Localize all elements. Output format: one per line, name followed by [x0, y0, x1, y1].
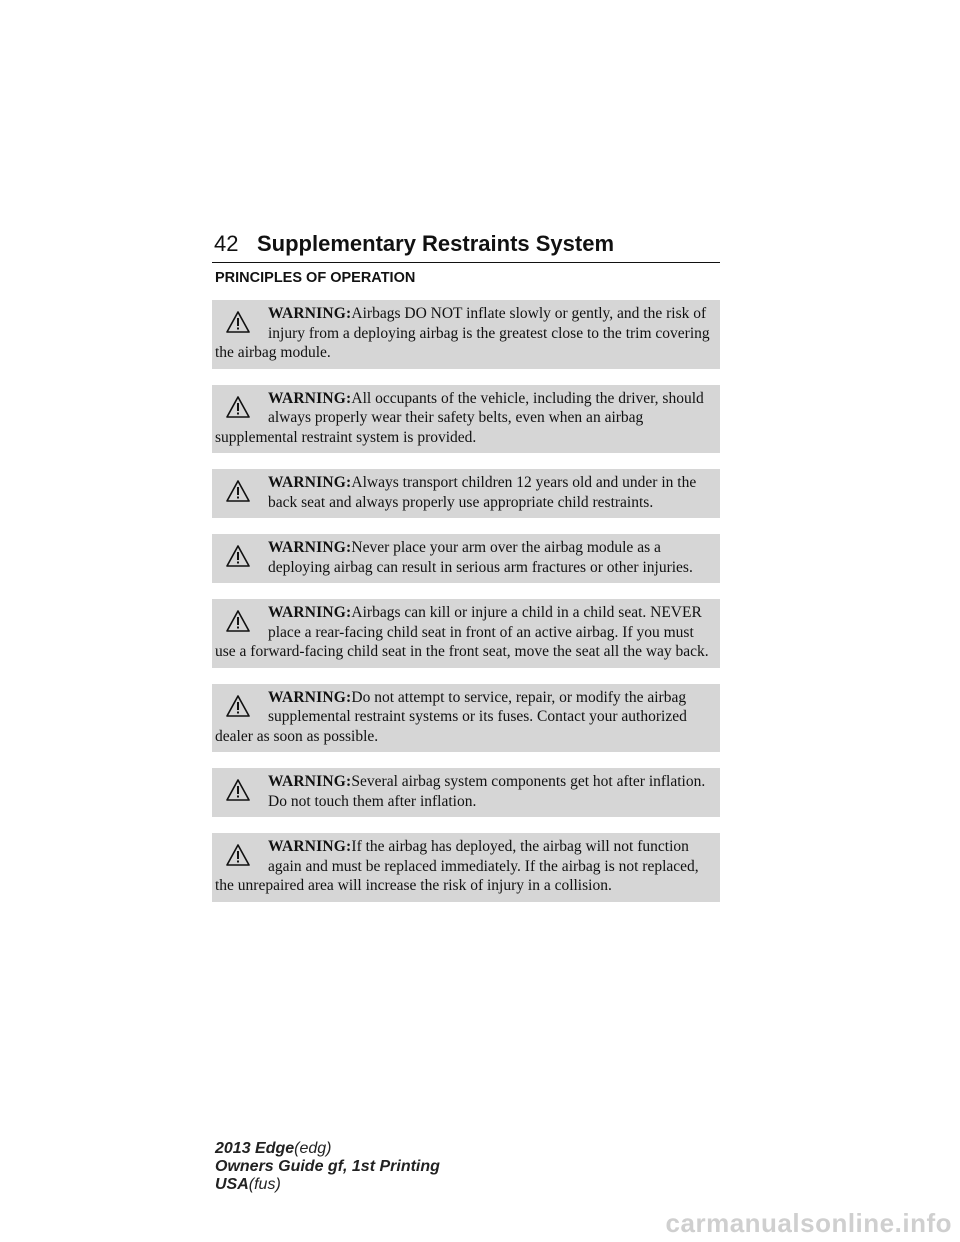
warning-triangle-icon — [226, 778, 250, 802]
warning-label: WARNING: — [268, 773, 352, 790]
footer-line-1 — [215, 1140, 440, 1158]
footer-model-code: (edg) — [294, 1140, 332, 1157]
warning-triangle-icon — [226, 843, 250, 867]
warning-box-2 — [212, 385, 720, 454]
warning-box-3 — [212, 469, 720, 518]
footer-market: USA — [215, 1176, 249, 1193]
warning-text: Airbags can kill or injure a child in a child seat. NEVER place a rear-facing child seat in front of an active airbag. If you must use a forward-facing child seat in the front seat, move the seat all the way back. — [215, 604, 709, 660]
warning-text: Never place your arm over the airbag module as a deploying airbag can result in serious arm fractures or other injuries. — [268, 539, 693, 576]
warning-box-5 — [212, 599, 720, 668]
warning-text: If the airbag has deployed, the airbag will not function again and must be replaced immediately. If the airbag is not replaced, the unrepaired area will increase the risk of injury in a collision. — [215, 838, 699, 894]
warning-triangle-icon — [226, 544, 250, 568]
warning-label: WARNING: — [268, 389, 352, 407]
watermark: carmanualsonline.info — [665, 1208, 952, 1238]
warning-triangle-icon — [226, 609, 250, 633]
warning-text: Several airbag system components get hot after inflation. Do not touch them after inflation. — [268, 773, 706, 810]
warning-triangle-icon — [226, 395, 250, 419]
page-header — [212, 230, 720, 263]
warning-triangle-icon — [226, 479, 250, 503]
warning-label: WARNING: — [268, 604, 352, 621]
warning-box-4 — [212, 534, 720, 583]
warning-box-8 — [212, 833, 720, 902]
warning-text: Do not attempt to service, repair, or modify the airbag supplemental restraint systems or its fuses. Contact your authorized dealer as soon as possible. — [215, 688, 687, 745]
warning-box-7 — [212, 768, 720, 817]
warning-box-6 — [212, 684, 720, 753]
warning-box-1 — [212, 300, 720, 369]
warning-label: WARNING: — [268, 474, 352, 491]
page-footer — [215, 1140, 440, 1194]
footer-line-3 — [215, 1176, 440, 1194]
footer-market-code: (fus) — [248, 1176, 281, 1193]
warning-label: WARNING: — [268, 688, 352, 706]
section-heading: PRINCIPLES OF OPERATION — [215, 270, 416, 286]
chapter-title: Supplementary Restraints System — [257, 231, 615, 256]
warning-text: Airbags DO NOT inflate slowly or gently, and the risk of injury from a deploying airbag is the greatest close to the trim covering the airbag module. — [215, 305, 710, 361]
warning-label: WARNING: — [268, 539, 352, 556]
warning-triangle-icon — [226, 694, 250, 718]
footer-line-2: Owners Guide gf, 1st Printing — [215, 1158, 440, 1175]
warning-text: Always transport children 12 years old and under in the back seat and always properly use appropriate child restraints. — [268, 474, 697, 511]
warning-text: All occupants of the vehicle, including the driver, should always properly wear their safety belts, even when an airbag supplemental restraint system is provided. — [215, 389, 704, 446]
footer-model: 2013 Edge — [215, 1140, 295, 1157]
warning-label: WARNING: — [268, 838, 352, 855]
page-number: 42 — [214, 231, 239, 256]
warnings-list — [212, 300, 720, 918]
warning-triangle-icon — [226, 310, 250, 334]
warning-label: WARNING: — [268, 305, 352, 322]
